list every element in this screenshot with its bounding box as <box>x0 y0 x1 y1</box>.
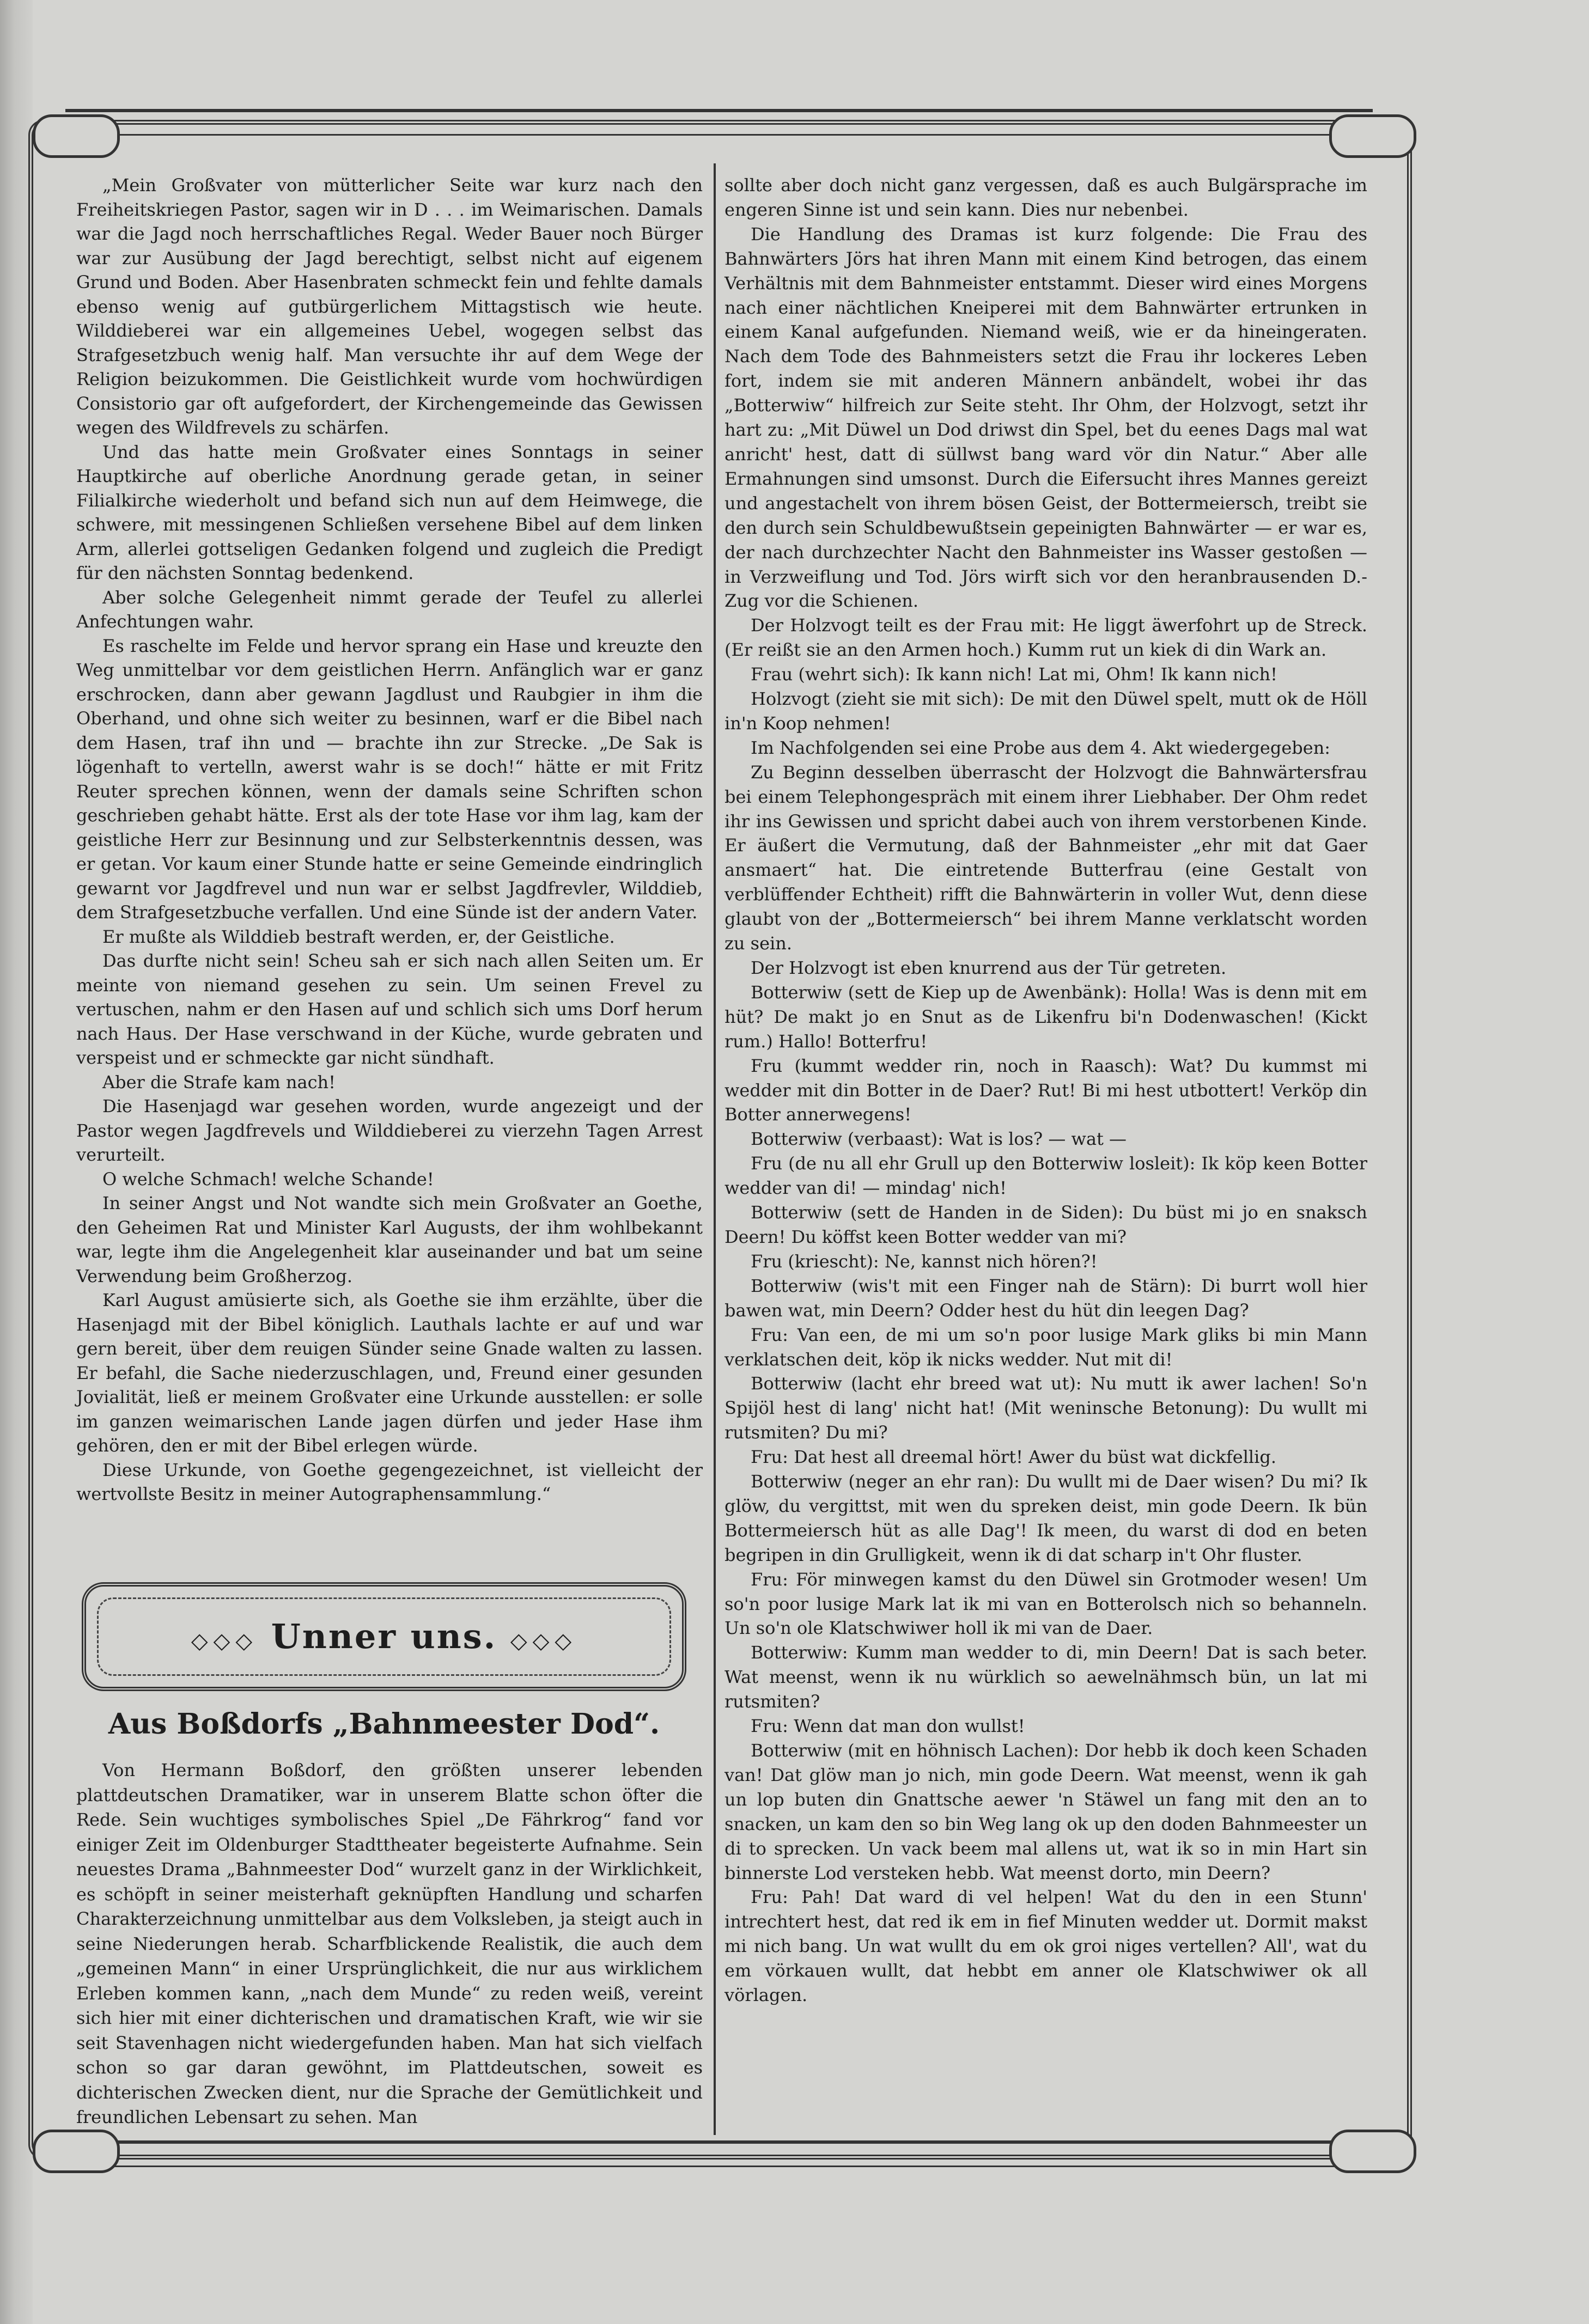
section-heading-box <box>82 1582 686 1691</box>
paragraph: Es raschelte im Felde und hervor sprang ein Hase und kreuzte den Weg unmittelbar vor dem geistlichen Herrn. Anfänglich war er ganz erschrocken, dann aber gewann Jagdlust und Raubgier in ihm die Oberhand, und ohne sich weiter zu besinnen, warf er die Bibel nach dem Hasen, traf ihn und — brachte ihn zur Strecke. „De Sak is lögenhaft to vertelln, awerst wahr is se doch!“ hätte er mit Fritz Reuter sprechen können, wenn der damals seine Schriften schon geschrieben gehabt hätte. Erst als der tote Hase vor ihm lag, kam der geistliche Herr zur Besinnung und zur Selbsterkenntnis dessen, was er getan. Vor kaum einer Stunde hatte er seine Gemeinde eindringlich gewarnt vor Jagdfrevel und nun war er selbst Jagdfrevler, Wilddieb, dem Strafgesetzbuche verfallen. Und eine Sünde ist der andern Vater. <box>76 635 703 923</box>
paragraph: Fru: Van een, de mi um so'n poor lusige Mark gliks bi min Mann verklatschen deit, köp ik nicks wedder. Nut mit di! <box>725 1324 1367 1370</box>
corner-ornament <box>1329 114 1416 158</box>
article-body <box>76 1758 703 2130</box>
paragraph: Zu Beginn desselben überrascht der Holzvogt die Bahnwärtersfrau bei einem Telephongespräch mit einem ihrer Liebhaber. Der Ohm redet ihr ins Gewissen und spricht dabei auch von ihrem verstorbenen Kinde. Er äußert die Vermutung, daß der Bahnmeister „ehr mit dat Gaer ansmaert“ hat. Die eintretende Butterfrau (eine Gestalt von verblüffender Echtheit) rifft die Bahnwärterin in voller Wut, denn diese glaubt von der „Bottermeiersch“ bei ihrem Manne verklatscht worden zu sein. <box>725 761 1367 954</box>
paragraph: Botterwiw (verbaast): Wat is los? — wat — <box>751 1129 1127 1150</box>
diamond-ornament-icon: ◇◇◇ <box>510 1628 577 1654</box>
paragraph: Botterwiw (wis't mit een Finger nah de Stärn): Di burrt woll hier bawen wat, min Deern? Odder hest du hüt din leegen Dag? <box>725 1275 1367 1321</box>
paragraph: Botterwiw (sett de Kiep up de Awenbänk): Holla! Was is denn mit em hüt? De makt jo en Snut as de Likenfru bi'n Dodenwaschen! (Kickt rum.) Hallo! Botterfru! <box>725 981 1367 1052</box>
diamond-ornament-icon: ◇◇◇ <box>191 1628 258 1654</box>
paragraph: Botterwiw (neger an ehr ran): Du wullt mi de Daer wisen? Du mi? Ik glöw, du vergittst, mit wen du spreken deist, min gode Deern. Ik bün Bottermeiersch hüt as alle Dag'! Ik meen, du warst di dod en beten begripen in din Grulligkeit, wenn ik di dat scharp in't Ohr fluster. <box>725 1471 1367 1565</box>
paragraph: Botterwiw (sett de Handen in de Siden): Du büst mi jo en snaksch Deern! Du köffst keen Botter wedder van mi? <box>725 1202 1367 1247</box>
paragraph: Das durfte nicht sein! Scheu sah er sich nach allen Seiten um. Er meinte von niemand gesehen zu sein. Um seinen Frevel zu vertuschen, nahm er den Hasen auf und schlich sich ums Dorf herum nach Haus. Der Hase verschwand in der Küche, wurde gebraten und verspeist und er schmeckte gar nicht sündhaft. <box>76 950 703 1068</box>
paragraph: „Mein Großvater von mütterlicher Seite war kurz nach den Freiheitskriegen Pastor, sagen wir in D . . . im Weimarischen. Damals war die Jagd noch herrschaftliches Regal. Weder Bauer noch Bürger war zur Ausübung der Jagd berechtigt, selbst nicht auf eigenem Grund und Boden. Aber Hasenbraten schmeckt fein und fehlte damals ebenso wenig auf gutbürgerlichem Mittagstisch wie heute. Wilddieberei war ein allgemeines Uebel, wogegen selbst das Strafgesetzbuch wenig half. Man versuchte ihr auf dem Wege der Religion beizukommen. Die Geistlichkeit wurde vom hochwürdigen Consistorio gar oft aufgefordert, der Kirchengemeinde das Gewissen wegen des Wildfrevels zu schärfen. <box>76 175 703 438</box>
section-heading <box>86 1617 682 1656</box>
paragraph: Die Handlung des Dramas ist kurz folgende: Die Frau des Bahnwärters Jörs hat ihren Mann mit einem Kind betrogen, das einem Verhältnis mit dem Bahnmeister entstammt. Dieser wird eines Morgens nach einer nächtlichen Kneiperei mit dem Bahnwärter ertrunken in einem Kanal aufgefunden. Niemand weiß, wie er da hineingeraten. Nach dem Tode des Bahnmeisters setzt die Frau ihr lockeres Leben fort, indem sie mit anderen Männern anbändelt, wobei ihr das „Botterwiw“ hilfreich zur Seite steht. Ihr Ohm, der Holzvogt, setzt ihr hart zu: „Mit Düwel un Dod driwst din Spel, bet du eenes Dags mal wat anricht' hest, datt di süllwst bang ward vör din Natur.“ Aber alle Ermahnungen sind umsonst. Durch die Eifersucht ihres Mannes gereizt und angestachelt von ihrem bösen Geist, der Bottermeiersch, treibt sie den durch sein Schuldbewußtsein gepeinigten Bahnwärter — er war es, der nach durchzechter Nacht den Bahnmeister ins Wasser gestoßen — in Verzweiflung und Tod. Jörs wirft sich vor den heranbrausenden D.-Zug vor die Schienen. <box>725 223 1367 612</box>
section-heading-text: Unner uns. <box>271 1617 497 1656</box>
paragraph: Frau (wehrt sich): Ik kann nich! Lat mi, Ohm! Ik kann nich! <box>751 664 1277 685</box>
paragraph: Fru: Wenn dat man don wullst! <box>751 1716 1025 1737</box>
paragraph: Fru: Dat hest all dreemal hört! Awer du büst wat dickfellig. <box>751 1447 1277 1468</box>
top-border-ornament <box>65 109 1373 136</box>
paragraph: sollte aber doch nicht ganz vergessen, daß es auch Bulgärsprache im engeren Sinne ist und sein kann. Dies nur nebenbei. <box>725 175 1367 220</box>
paragraph: Karl August amüsierte sich, als Goethe sie ihm erzählte, über die Hasenjagd mit der Bibel königlich. Lauthals lachte er auf und war gern bereit, über dem reuigen Sünder seine Gnade walten zu lassen. Er befahl, die Sache niederzuschlagen, und, Freund einer gesunden Jovialität, ließ er meinem Großvater eine Urkunde ausstellen: er solle im ganzen weimarischen Lande jagen dürfen und jeder Hase ihm gehören, den er mit der Bibel erlegen würde. <box>76 1290 703 1456</box>
article-title: Aus Boßdorfs „Bahnmeester Dod“. <box>108 1707 660 1741</box>
paragraph: Fru (kummt wedder rin, noch in Raasch): Wat? Du kummst mi wedder mit din Botter in de Daer? Rut! Bi mi hest utbottert! Verköp din Botter annerwegens! <box>725 1055 1367 1125</box>
paragraph: Botterwiw (lacht ehr breed wat ut): Nu mutt ik awer lachen! So'n Spijöl hest di lang' nicht hat! (Mit weninsche Betonung): Du wullt mi rutsmiten? Du mi? <box>725 1373 1367 1443</box>
paragraph: Fru: Pah! Dat ward di vel helpen! Wat du den in een Stunn' intrechtert hest, dat red ik em in fief Minuten wedder ut. Dormit makst mi nich bang. Un wat wullt du em ok groi niges vertellen? All', wat du em vörkauen wullt, dat hebbt em anner ole Klatschwiwer ok all vörlagen. <box>725 1887 1367 2006</box>
paragraph: Und das hatte mein Großvater eines Sonntags in seiner Hauptkirche auf oberliche Anordnung gerade getan, in seiner Filialkirche wiederholt und befand sich nun auf dem Heimwege, die schwere, mit messingenen Schließen versehene Bibel auf dem linken Arm, allerlei gottseligen Gedanken folgend und zugleich die Predigt für den nächsten Sonntag bedenkend. <box>76 441 703 583</box>
page-binding-edge <box>0 0 33 2324</box>
column-divider <box>714 163 716 2135</box>
paragraph: Botterwiw: Kumm man wedder to di, min Deern! Dat is sach beter. Wat meenst, wenn ik nu würklich so aewelnähmsch bün, un lat mi rutsmiten? <box>725 1642 1367 1712</box>
right-column <box>725 173 1367 2008</box>
corner-ornament <box>1329 2130 1416 2173</box>
paragraph: Diese Urkunde, von Goethe gegengezeichnet, ist vielleicht der wertvollste Besitz in meiner Autographensammlung.“ <box>76 1459 703 1504</box>
paragraph: Fru (kriescht): Ne, kannst nich hören?! <box>751 1251 1098 1272</box>
paragraph: Fru: För minwegen kamst du den Düwel sin Grotmoder wesen! Um so'n poor lusige Mark lat ik mi van en Botterolsch nich so behanneln. Un so'n ole Klatschwiwer holl ik mi van de Daer. <box>725 1569 1367 1639</box>
paragraph: Holzvogt (zieht sie mit sich): De mit den Düwel spelt, mutt ok de Höll in'n Koop nehmen! <box>725 688 1367 734</box>
paragraph: In seiner Angst und Not wandte sich mein Großvater an Goethe, den Geheimen Rat und Minister Karl Augusts, der ihm wohlbekannt war, legte ihm die Angelegenheit klar auseinander und bat um seine Verwendung beim Großherzog. <box>76 1193 703 1286</box>
left-column <box>76 173 703 1506</box>
paragraph: Aber die Strafe kam nach! <box>102 1071 336 1093</box>
paragraph: O welche Schmach! welche Schande! <box>102 1168 434 1190</box>
paragraph: Botterwiw (mit en höhnisch Lachen): Dor hebb ik doch keen Schaden van! Dat glöw man jo nich, min gode Deern. Wat meenst, wenn ik gah un lop buten din Gnattsche aewer 'n Stäwel un fang mit den an to snacken, un kam den so bin Weg lang ok up den doden Bahnmeester un di to sprecken. Un vack beem mal allens ut, wat ik so in min Hart sin binnerste Lod versteken hebb. Wat meenst dorto, min Deern? <box>725 1740 1367 1883</box>
paragraph: Er mußte als Wilddieb bestraft werden, er, der Geistliche. <box>102 926 615 947</box>
bottom-border-ornament <box>65 2140 1373 2167</box>
paragraph: Aber solche Gelegenheit nimmt gerade der Teufel zu allerlei Anfechtungen wahr. <box>76 587 703 632</box>
corner-ornament <box>33 114 120 158</box>
paragraph: Der Holzvogt ist eben knurrend aus der Tür getreten. <box>751 957 1227 978</box>
paragraph: Die Hasenjagd war gesehen worden, wurde angezeigt und der Pastor wegen Jagdfrevels und Wilddieberei zu vierzehn Tagen Arrest verurteilt. <box>76 1096 703 1165</box>
paragraph: Der Holzvogt teilt es der Frau mit: He liggt äwerfohrt up de Streck. (Er reißt sie an den Armen hoch.) Kumm rut un kiek di din Wark an. <box>725 615 1367 661</box>
paragraph: Im Nachfolgenden sei eine Probe aus dem 4. Akt wiedergegeben: <box>751 737 1331 758</box>
corner-ornament <box>33 2130 120 2173</box>
paragraph: Fru (de nu all ehr Grull up den Botterwiw losleit): Ik köp keen Botter wedder van di! — mindag' nich! <box>725 1153 1367 1199</box>
paragraph: Von Hermann Boßdorf, den größten unserer lebenden plattdeutschen Dramatiker, war in unserem Blatte schon öfter die Rede. Sein wuchtiges symbolisches Spiel „De Fährkrog“ fand vor einiger Zeit im Oldenburger Stadttheater begeisterte Aufnahme. Sein neuestes Drama „Bahnmeester Dod“ wurzelt ganz in der Wirklichkeit, es schöpft in seiner meisterhaft geknüpften Handlung und scharfen Charakterzeichnung unmittelbar aus dem Volksleben, ja steigt auch in seine Niederungen herab. Scharfblickende Realistik, die auch dem „gemeinen Mann“ in einer Ursprünglichkeit, die nur aus wirklichem Erleben kommen kann, „nach dem Munde“ zu reden weiß, vereint sich hier mit einer dichterischen und dramatischen Kraft, wie wir sie seit Stavenhagen nicht wiedergefunden haben. Man hat sich vielfach schon so gar daran gewöhnt, im Plattdeutschen, soweit es dichterischen Zwecken dient, nur die Sprache der Gemütlichkeit und freundlichen Lebensart zu sehen. Man <box>76 1760 703 2127</box>
